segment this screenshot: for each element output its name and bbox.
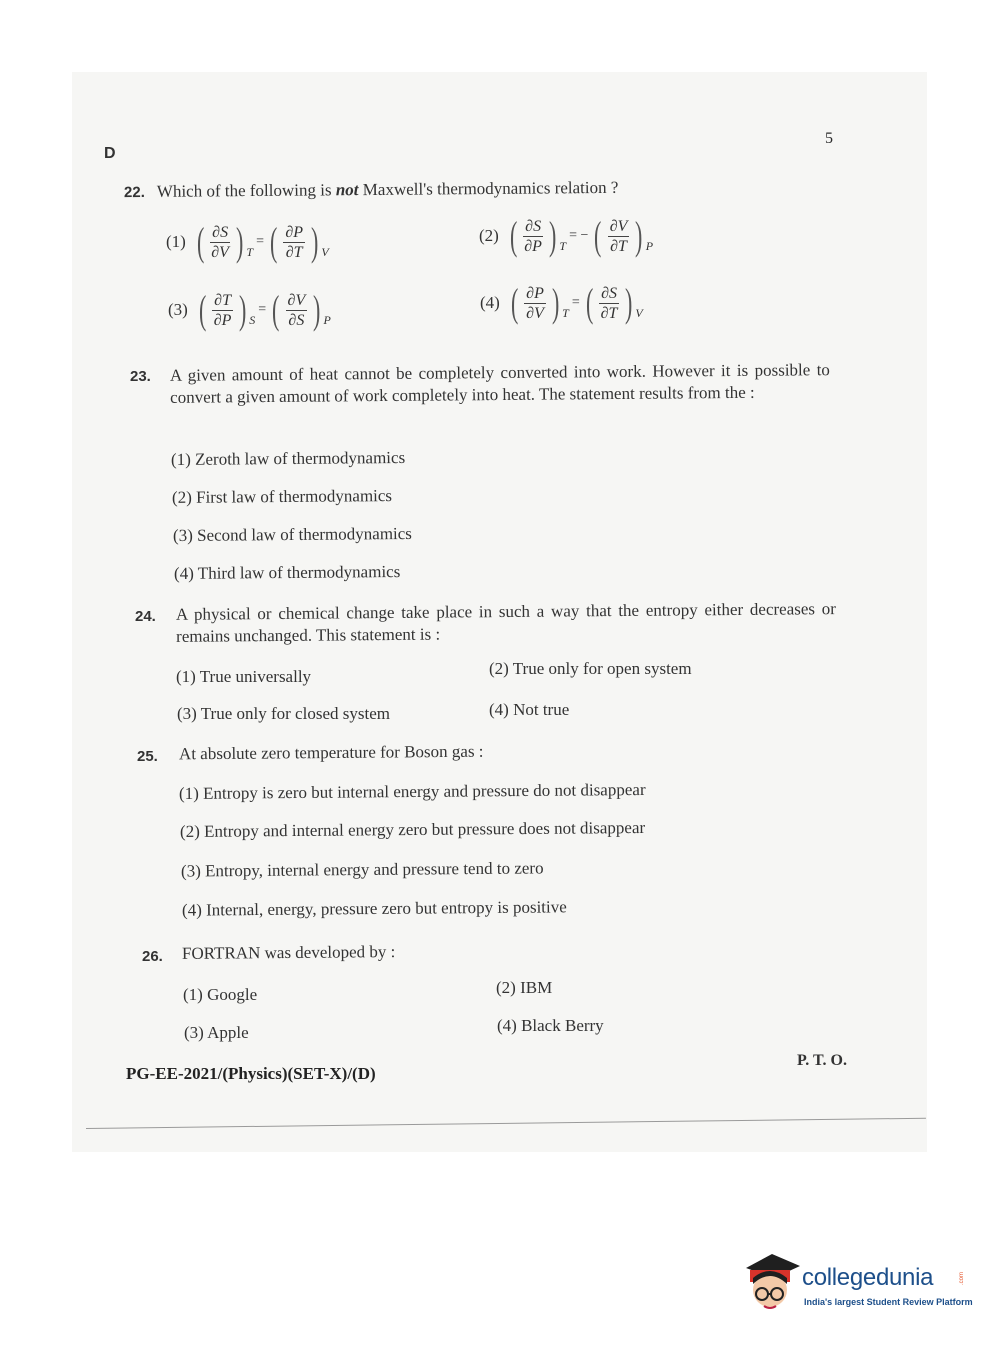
- logo-tagline: India's largest Student Review Platform: [804, 1297, 973, 1307]
- q25-option-1[interactable]: (1) Entropy is zero but internal energy and pressure do not disappear: [178, 779, 646, 804]
- q26-option-3[interactable]: (3) Apple: [184, 1023, 249, 1042]
- page-number: 5: [825, 130, 833, 147]
- q26-option-1[interactable]: (1) Google: [183, 985, 258, 1004]
- q23-option-1[interactable]: (1) Zeroth law of thermodynamics: [170, 447, 406, 470]
- q22-option-3[interactable]: (3) ( $\frac{\partial T}{\partial P}$ ) S = ( $\frac{\partial V}{\partial S}$ ) P: [168, 287, 331, 332]
- question-text: Which of the following is not Maxwell's thermodynamics relation ?: [156, 177, 619, 201]
- question-text: FORTRAN was developed by :: [181, 942, 396, 963]
- q26-option-4[interactable]: (4) Black Berry: [497, 1016, 604, 1035]
- set-code: D: [104, 145, 116, 162]
- question-number: 23.: [130, 368, 151, 385]
- q23-option-2[interactable]: (2) First law of thermodynamics: [171, 486, 393, 507]
- please-turn-over: P. T. O.: [797, 1052, 847, 1069]
- logo-wordmark: collegedunia: [802, 1264, 934, 1291]
- q25-option-3[interactable]: (3) Entropy, internal energy and pressure tend to zero: [180, 858, 544, 881]
- question-number: 25.: [137, 748, 158, 765]
- question-23: [130, 368, 151, 386]
- q23-option-3[interactable]: (3) Second law of thermodynamics: [172, 523, 412, 546]
- question-text: A given amount of heat cannot be completely converted into work. However it is possible to convert a given amount of work completely into heat. The statement results from the :: [169, 360, 830, 407]
- paper-code: PG-EE-2021/(Physics)(SET-X)/(D): [126, 1064, 376, 1083]
- question-24: [135, 608, 156, 626]
- question-25: [137, 748, 158, 766]
- q24-option-3[interactable]: (3) True only for closed system: [177, 704, 390, 723]
- q25-option-2[interactable]: (2) Entropy and internal energy zero but pressure does not disappear: [179, 817, 646, 842]
- q24-option-4[interactable]: (4) Not true: [489, 700, 570, 719]
- q22-option-1[interactable]: (1) ( $\frac{\partial S}{\partial V}$ ) T = ( $\frac{\partial P}{\partial T}$ ) V: [166, 219, 329, 264]
- q24-option-1[interactable]: (1) True universally: [176, 667, 312, 686]
- q22-option-2[interactable]: (2) ( $\frac{\partial S}{\partial P}$ ) T = − ( $\frac{\partial V}{\partial T}$ ) P: [479, 213, 654, 258]
- q26-option-2[interactable]: (2) IBM: [496, 978, 553, 997]
- q25-option-4[interactable]: (4) Internal, energy, pressure zero but entropy is positive: [181, 897, 567, 920]
- question-text: A physical or chemical change take place in such a way that the entropy either decreases or remains unchanged. This statement is :: [175, 599, 836, 646]
- q24-option-2[interactable]: (2) True only for open system: [489, 659, 692, 678]
- question-number: 24.: [135, 608, 156, 625]
- logo-domain-suffix: .com: [959, 1272, 965, 1286]
- question-text: At absolute zero temperature for Boson gas :: [178, 741, 484, 764]
- q23-option-4[interactable]: (4) Third law of thermodynamics: [173, 562, 401, 583]
- q22-option-4[interactable]: (4) ( $\frac{\partial P}{\partial V}$ ) T = ( $\frac{\partial S}{\partial T}$ ) V: [480, 280, 643, 325]
- question-26: [142, 948, 163, 966]
- question-number: 22.: [123, 183, 145, 202]
- question-number: 26.: [142, 948, 163, 965]
